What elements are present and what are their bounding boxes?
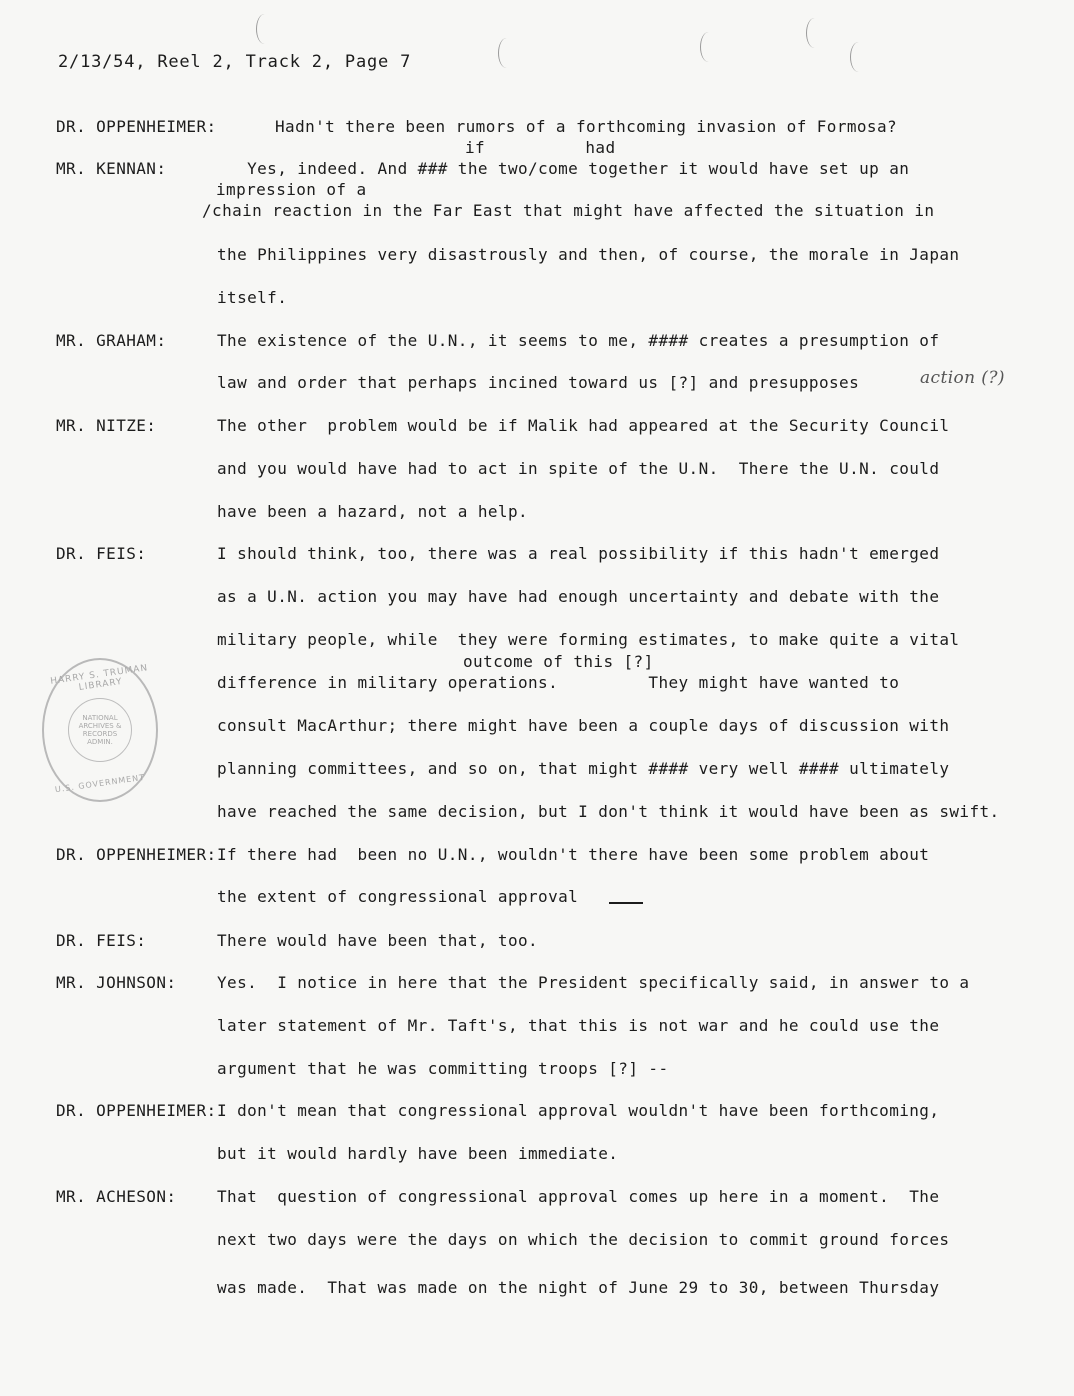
transcript-line: I don't mean that congressional approval wouldn't have been forthcoming, <box>217 1101 940 1120</box>
transcript-line: I should think, too, there was a real possibility if this hadn't emerged <box>217 544 940 563</box>
transcript-line: was made. That was made on the night of June 29 to 30, between Thursday <box>217 1278 940 1297</box>
transcript-line: law and order that perhaps incined toward us [?] and presupposes <box>217 373 860 392</box>
speaker-label: DR. FEIS: <box>56 544 147 563</box>
transcript-line: planning committees, and so on, that might #### very well #### ultimately <box>217 759 950 778</box>
transcript-line: argument that he was committing troops [?] -- <box>217 1059 669 1078</box>
hole-punch-mark <box>806 18 823 48</box>
page-header: 2/13/54, Reel 2, Track 2, Page 7 <box>58 52 412 72</box>
transcript-line: /chain reaction in the Far East that might have affected the situation in <box>202 201 935 220</box>
hole-punch-mark <box>850 42 867 72</box>
transcript-line: the Philippines very disastrously and then, of course, the morale in Japan <box>217 245 960 264</box>
interlinear-insert: outcome of this [?] <box>463 652 654 671</box>
interlinear-insert: if had <box>465 138 616 157</box>
transcript-line: difference in military operations. They might have wanted to <box>217 673 900 692</box>
speaker-label: MR. KENNAN: <box>56 159 167 178</box>
transcript-line: later statement of Mr. Taft's, that this is not war and he could use the <box>217 1016 940 1035</box>
speaker-label: DR. OPPENHEIMER: <box>56 845 217 864</box>
transcript-line: itself. <box>217 288 288 307</box>
interlinear-insert: impression of a <box>216 180 367 199</box>
hole-punch-mark <box>498 38 515 68</box>
speaker-label: DR. OPPENHEIMER: <box>56 117 217 136</box>
stamp-top-text: HARRY S. TRUMAN LIBRARY <box>49 663 149 693</box>
transcript-line: have reached the same decision, but I don't think it would have been as swift. <box>217 802 1000 821</box>
stamp-line: NATIONAL <box>82 714 118 722</box>
transcript-line: Hadn't there been rumors of a forthcoming invasion of Formosa? <box>275 117 898 136</box>
blank-underline <box>609 902 643 904</box>
speaker-label: MR. JOHNSON: <box>56 973 177 992</box>
transcript-line: The other problem would be if Malik had appeared at the Security Council <box>217 416 950 435</box>
stamp-line: ARCHIVES & <box>78 722 122 730</box>
hole-punch-mark <box>256 14 273 44</box>
transcript-line: the extent of congressional approval <box>217 887 579 906</box>
handwritten-annotation: action (?) <box>920 368 1005 388</box>
stamp-line: ADMIN. <box>87 738 113 746</box>
transcript-line: The existence of the U.N., it seems to me, #### creates a presumption of <box>217 331 940 350</box>
transcript-line: military people, while they were forming estimates, to make quite a vital <box>217 630 960 649</box>
transcript-line: That question of congressional approval comes up here in a moment. The <box>217 1187 940 1206</box>
transcript-line: have been a hazard, not a help. <box>217 502 529 521</box>
speaker-label: MR. ACHESON: <box>56 1187 177 1206</box>
transcript-line: as a U.N. action you may have had enough uncertainty and debate with the <box>217 587 940 606</box>
transcript-line: There would have been that, too. <box>217 931 539 950</box>
library-stamp <box>42 658 158 802</box>
stamp-center <box>68 698 132 762</box>
transcript-line: consult MacArthur; there might have been a couple days of discussion with <box>217 716 950 735</box>
transcript-line: Yes, indeed. And ### the two/come together it would have set up an <box>217 159 910 178</box>
transcript-line: but it would hardly have been immediate. <box>217 1144 619 1163</box>
speaker-label: MR. GRAHAM: <box>56 331 167 350</box>
speaker-label: DR. FEIS: <box>56 931 147 950</box>
hole-punch-mark <box>700 32 717 62</box>
stamp-line: RECORDS <box>82 730 118 738</box>
transcript-line: and you would have had to act in spite of the U.N. There the U.N. could <box>217 459 940 478</box>
transcript-line: If there had been no U.N., wouldn't there have been some problem about <box>217 845 930 864</box>
speaker-label: MR. NITZE: <box>56 416 157 435</box>
transcript-line: next two days were the days on which the decision to commit ground forces <box>217 1230 950 1249</box>
speaker-label: DR. OPPENHEIMER: <box>56 1101 217 1120</box>
stamp-bottom-text: U.S. GOVERNMENT <box>54 772 146 795</box>
transcript-line: Yes. I notice in here that the President specifically said, in answer to a <box>217 973 970 992</box>
